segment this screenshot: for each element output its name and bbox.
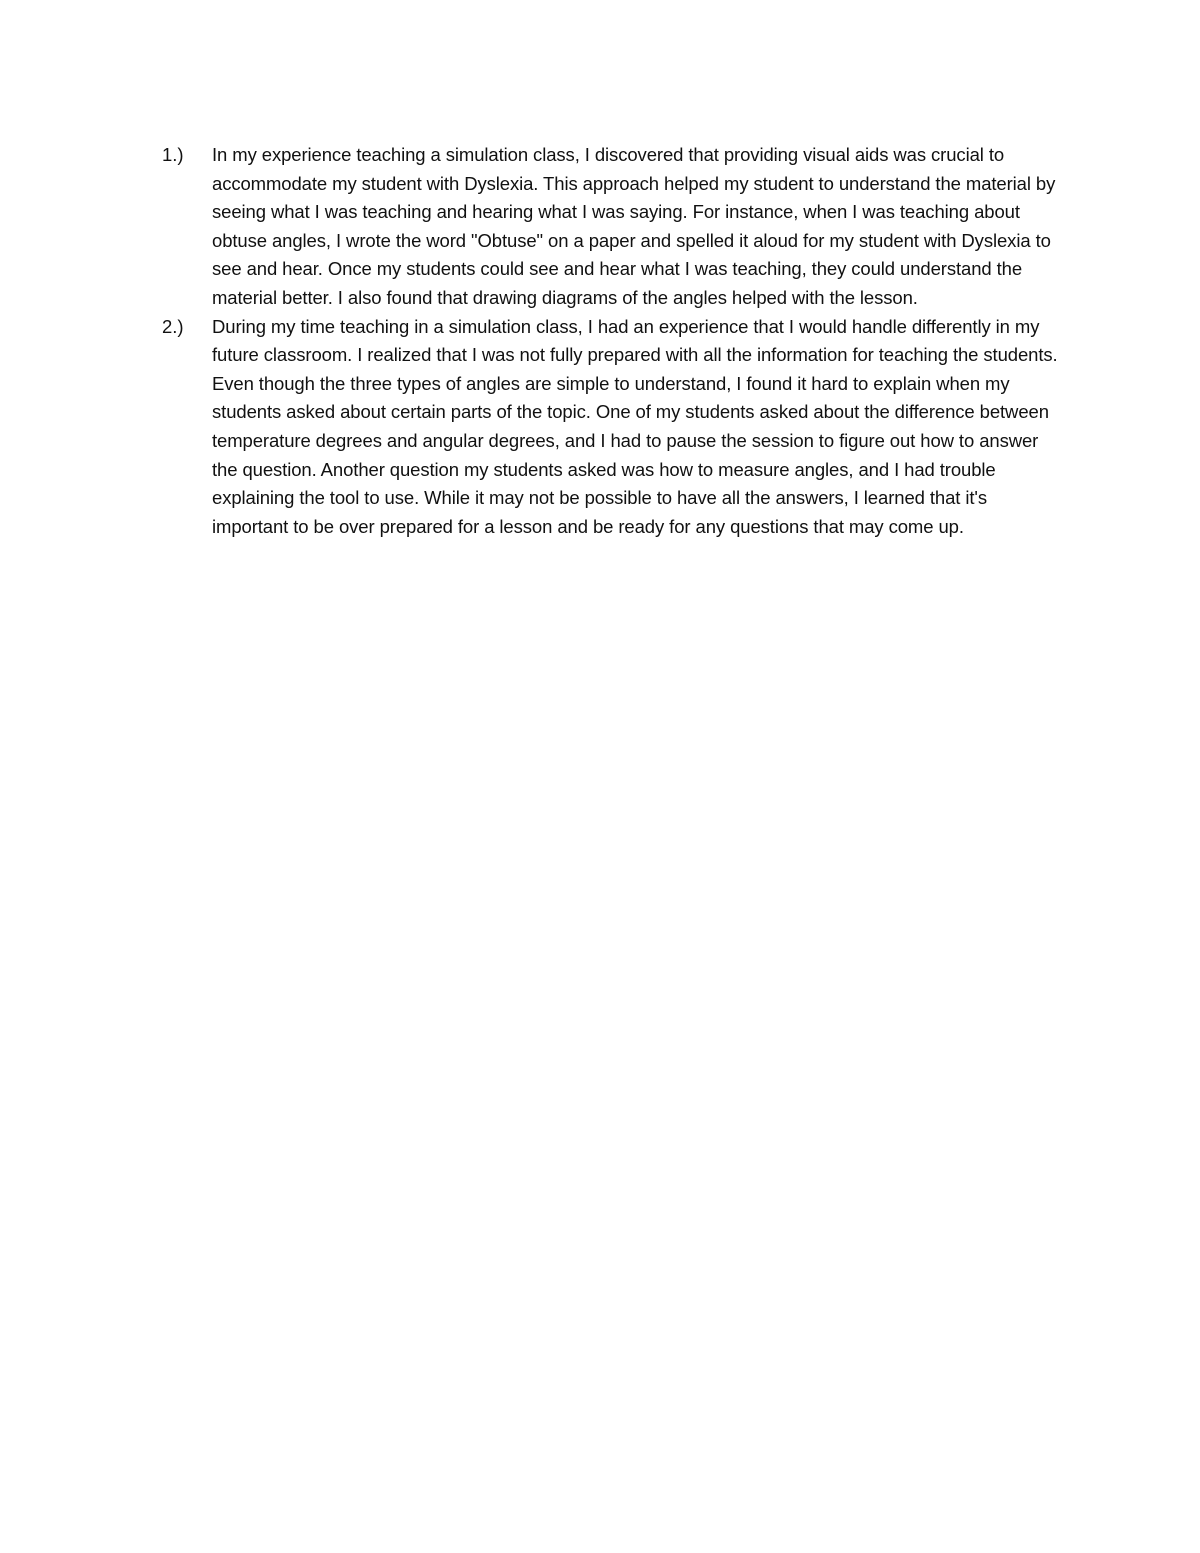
list-item-text: During my time teaching in a simulation class, I had an experience that I would handle differently in my future classroom. I realized that I was not fully prepared with all the information for teaching the students. Even though the three types of angles are simple to understand, I found it hard to explain when my students asked about certain parts of the topic. One of my students asked about the difference between temperature degrees and angular degrees, and I had to pause the session to figure out how to answer the question. Another question my students asked was how to measure angles, and I had trouble explaining the tool to use. While it may not be possible to have all the answers, I learned that it's important to be over prepared for a lesson and be ready for any questions that may come up. [212,315,1058,537]
numbered-list [162,141,1062,541]
list-item [162,141,1062,313]
list-item-number: 1.) [162,144,184,165]
list-item [162,313,1062,542]
list-item-number: 2.) [162,315,184,337]
list-item-text: In my experience teaching a simulation class, I discovered that providing visual aids was crucial to accommodate my student with Dyslexia. This approach helped my student to understand the material by seeing what I was teaching and hearing what I was saying. For instance, when I was teaching about obtuse angles, I wrote the word "Obtuse" on a paper and spelled it aloud for my student with Dyslexia to see and hear. Once my students could see and hear what I was teaching, they could understand the material better. I also found that drawing diagrams of the angles helped with the lesson. [212,144,1056,308]
